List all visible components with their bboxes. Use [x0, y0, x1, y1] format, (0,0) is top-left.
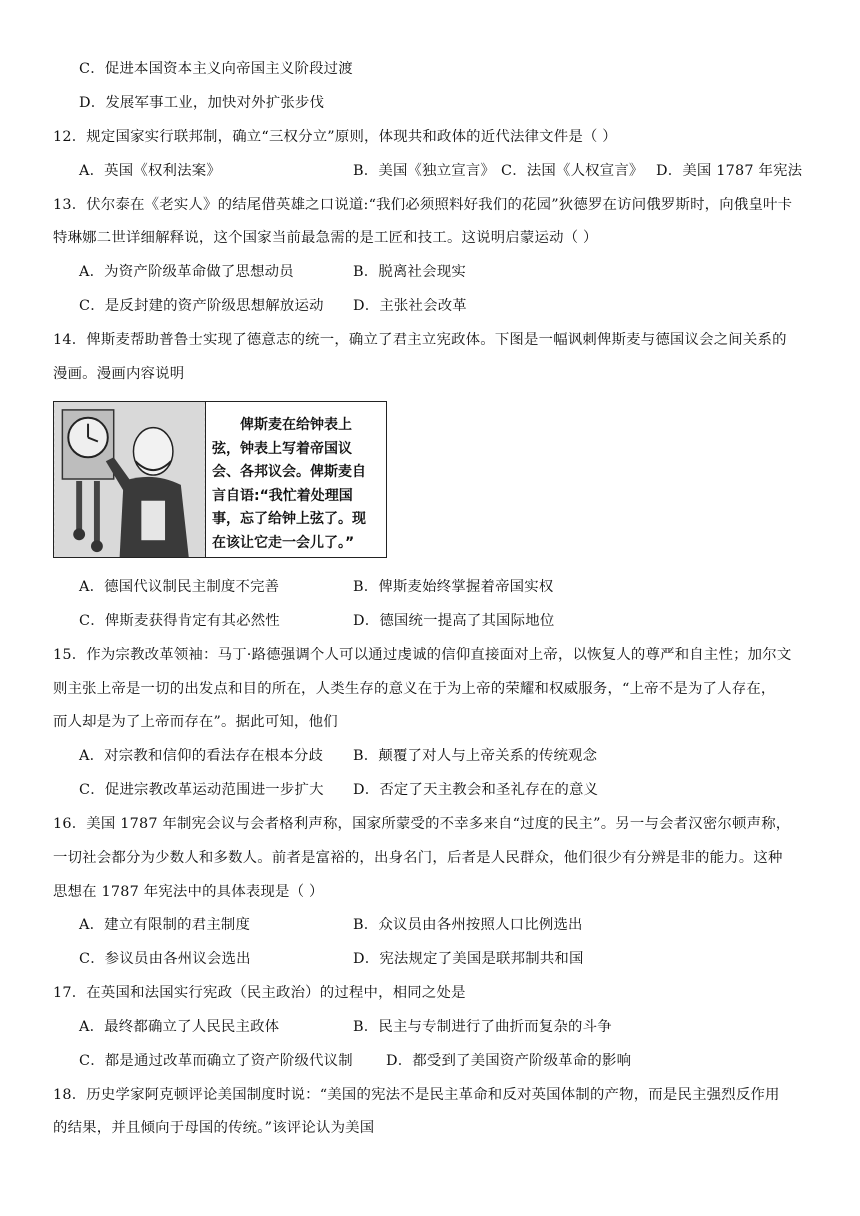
question-15-options-row-2 — [79, 780, 598, 800]
caption-line: 会、各邦议会。俾斯麦自 — [212, 464, 366, 480]
option-d: D．都受到了美国资产阶级革命的影响 — [386, 1053, 632, 1069]
question-15-options-row-1 — [79, 746, 597, 766]
caption-line: 俾斯麦在给钟表上 — [240, 417, 352, 433]
question-17-options-row-2 — [79, 1051, 631, 1071]
option-c: C．参议员由各州议会选出 — [79, 951, 251, 967]
option-a: A．建立有限制的君主制度 — [79, 917, 251, 933]
question-14-line-2: 漫画。漫画内容说明 — [53, 366, 185, 382]
question-17: 17．在英国和法国实行宪政（民主政治）的过程中，相同之处是 — [53, 985, 466, 1001]
option-c: C．促进本国资本主义向帝国主义阶段过渡 — [79, 61, 353, 77]
option-b: B．俾斯麦始终掌握着帝国实权 — [353, 579, 554, 595]
option-a: A．对宗教和信仰的看法存在根本分歧 — [79, 748, 324, 764]
option-a: A．英国《权利法案》 — [79, 163, 221, 179]
option-d: D．美国 1787 年宪法 — [656, 163, 803, 179]
option-a: A．为资产阶级革命做了思想动员 — [79, 264, 294, 280]
question-18-line-2: 的结果，并且倾向于母国的传统。”该评论认为美国 — [53, 1120, 375, 1136]
question-14-line-1: 14．俾斯麦帮助普鲁士实现了德意志的统一，确立了君主立宪政体。下图是一幅讽刺俾斯麦与德国议会之间关系的 — [53, 332, 787, 348]
cartoon-figure — [53, 401, 387, 558]
cartoon-illustration — [54, 402, 206, 557]
question-15-line-1: 15．作为宗教改革领袖：马丁·路德强调个人可以通过虔诚的信仰直接面对上帝，以恢复人的尊严和自主性；加尔文 — [53, 647, 792, 663]
question-16-line-1: 16．美国 1787 年制宪会议与会者格利声称，国家所蒙受的不幸多来自“过度的民主”。另一与会者汉密尔顿声称， — [53, 816, 791, 832]
question-18-line-1: 18．历史学家阿克顿评论美国制度时说：“美国的宪法不是民主革命和反对英国体制的产物，而是民主强烈反作用 — [53, 1087, 780, 1103]
question-15-line-2: 则主张上帝是一切的出发点和目的所在，人类生存的意义在于为上帝的荣耀和权威服务，“上帝不是为了人存在， — [53, 681, 776, 697]
caption-line: 在该让它走一会儿了。” — [212, 534, 355, 551]
question-16-line-2: 一切社会都分为少数人和多数人。前者是富裕的，出身名门，后者是人民群众，他们很少有分辨是非的能力。这种 — [53, 850, 783, 866]
option-d: D．德国统一提高了其国际地位 — [353, 613, 555, 629]
option-b: B．美国《独立宣言》 — [353, 163, 496, 179]
question-14-options-row-1 — [79, 577, 553, 597]
option-d: D．发展军事工业，加快对外扩张步伐 — [79, 95, 325, 111]
caption-line: 言自语:“我忙着处理国 — [212, 487, 353, 504]
option-c: C．俾斯麦获得肯定有其必然性 — [79, 613, 280, 629]
option-c: C．促进宗教改革运动范围进一步扩大 — [79, 782, 324, 798]
option-d: D．主张社会改革 — [353, 298, 467, 314]
option-d: D．否定了天主教会和圣礼存在的意义 — [353, 782, 599, 798]
option-c: C．法国《人权宣言》 — [501, 163, 644, 179]
question-16-options-row-1 — [79, 915, 583, 935]
option-d: D．宪法规定了美国是联邦制共和国 — [353, 951, 584, 967]
question-13-options-row-1 — [79, 262, 466, 282]
question-16-line-3: 思想在 1787 年宪法中的具体表现是（ ） — [53, 884, 324, 900]
question-13-line-1: 13．伏尔泰在《老实人》的结尾借英雄之口说道:“我们必须照料好我们的花园”狄德罗在访问俄罗斯时，向俄皇叶卡 — [53, 197, 793, 213]
cartoon-caption — [212, 414, 382, 555]
question-12: 12．规定国家实行联邦制，确立“三权分立”原则，体现共和政体的近代法律文件是（ ） — [53, 129, 617, 145]
option-a: A．最终都确立了人民民主政体 — [79, 1019, 280, 1035]
option-a: A．德国代议制民主制度不完善 — [79, 579, 280, 595]
question-13-line-2: 特琳娜二世详细解释说，这个国家当前最急需的是工匠和技工。这说明启蒙运动（ ） — [53, 230, 598, 246]
option-b: B．颠覆了对人与上帝关系的传统观念 — [353, 748, 598, 764]
question-17-options-row-1 — [79, 1017, 612, 1037]
question-13-options-row-2 — [79, 296, 467, 316]
option-c: C．都是通过改革而确立了资产阶级代议制 — [79, 1053, 353, 1069]
option-b: B．脱离社会现实 — [353, 264, 466, 280]
caption-line: 事，忘了给钟上弦了。现 — [212, 511, 366, 527]
option-c: C．是反封建的资产阶级思想解放运动 — [79, 298, 324, 314]
option-b: B．民主与专制进行了曲折而复杂的斗争 — [353, 1019, 612, 1035]
option-b: B．众议员由各州按照人口比例选出 — [353, 917, 583, 933]
caption-line: 弦，钟表上写着帝国议 — [212, 440, 352, 457]
question-15-line-3: 而人却是为了上帝而存在”。据此可知，他们 — [53, 714, 338, 730]
question-12-options — [79, 161, 802, 181]
question-16-options-row-2 — [79, 949, 584, 969]
question-14-options-row-2 — [79, 611, 554, 631]
